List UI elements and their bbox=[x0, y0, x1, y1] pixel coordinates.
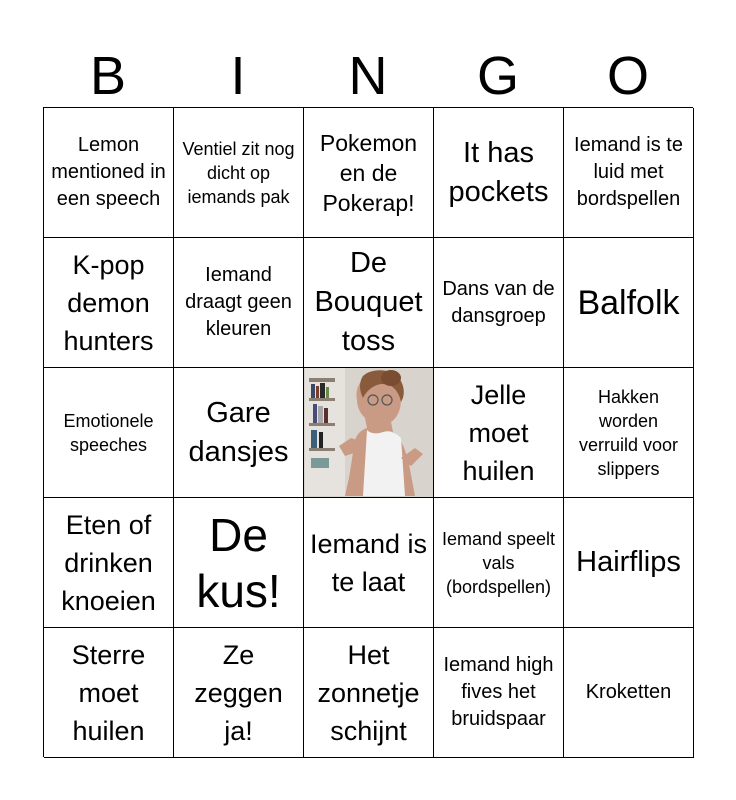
cell-text: Eten of drinken knoeien bbox=[61, 509, 156, 616]
cell-text: Lemon mentioned in een speech bbox=[51, 134, 166, 210]
cell-text: De kus! bbox=[196, 508, 281, 617]
cell-text: Kroketten bbox=[585, 681, 672, 703]
bingo-cell[interactable] bbox=[304, 628, 434, 758]
cell-text: Dans van de dansgroep bbox=[442, 277, 555, 327]
header-letter-n: N bbox=[348, 46, 388, 106]
cell-text: Pokemon en de Pokerap! bbox=[319, 129, 418, 216]
cell-text: Iemand draagt geen kleuren bbox=[185, 264, 292, 340]
header-letter-g: G bbox=[476, 46, 519, 106]
header-letter-b: B bbox=[89, 46, 127, 106]
cell-text: Het zonnetje schijnt bbox=[317, 639, 420, 746]
bingo-cell[interactable] bbox=[174, 368, 304, 498]
cell-text: Hakken worden verruild voor slippers bbox=[578, 386, 679, 479]
bingo-cell[interactable] bbox=[44, 368, 174, 498]
bingo-cell[interactable] bbox=[44, 498, 174, 628]
bingo-cell[interactable] bbox=[304, 108, 434, 238]
bingo-cell[interactable] bbox=[564, 628, 694, 758]
bingo-cell[interactable] bbox=[44, 108, 174, 238]
cell-text: Jelle moet huilen bbox=[462, 379, 535, 486]
bingo-cell[interactable] bbox=[304, 498, 434, 628]
cell-text: Iemand is te laat bbox=[309, 528, 428, 597]
header-letter-o: O bbox=[606, 46, 649, 106]
cell-text: Ventiel zit nog dicht op iemands pak bbox=[182, 138, 295, 207]
cell-text: K-pop demon hunters bbox=[63, 249, 154, 356]
bingo-cell[interactable] bbox=[434, 238, 564, 368]
cell-text: Gare dansjes bbox=[188, 396, 289, 468]
cell-text: Hairflips bbox=[576, 546, 681, 578]
bingo-cell[interactable] bbox=[564, 238, 694, 368]
free-space-photo bbox=[304, 368, 433, 497]
photo-illustration bbox=[305, 368, 433, 496]
header-letter-i: I bbox=[230, 46, 246, 106]
bingo-cell[interactable] bbox=[434, 628, 564, 758]
cell-text: Iemand speelt vals (bordspellen) bbox=[441, 528, 556, 597]
cell-text: Ze zeggen ja! bbox=[194, 639, 283, 746]
bingo-cell[interactable] bbox=[44, 238, 174, 368]
cell-text: Balfolk bbox=[577, 283, 680, 322]
bingo-cell[interactable] bbox=[564, 498, 694, 628]
free-space-photo-cell[interactable] bbox=[304, 368, 434, 498]
bingo-cell[interactable] bbox=[174, 238, 304, 368]
bingo-board bbox=[43, 107, 693, 757]
bingo-cell[interactable] bbox=[434, 108, 564, 238]
cell-text: Iemand high fives het bruidspaar bbox=[443, 654, 554, 730]
bingo-cell[interactable] bbox=[564, 368, 694, 498]
bingo-cell[interactable] bbox=[564, 108, 694, 238]
bingo-cell[interactable] bbox=[44, 628, 174, 758]
bingo-header bbox=[43, 46, 693, 106]
bingo-cell[interactable] bbox=[174, 628, 304, 758]
cell-text: De Bouquet toss bbox=[314, 247, 423, 357]
cell-text: Sterre moet huilen bbox=[71, 639, 146, 746]
cell-text: Emotionele speeches bbox=[63, 410, 154, 455]
bingo-cell[interactable] bbox=[174, 108, 304, 238]
bingo-cell[interactable] bbox=[174, 498, 304, 628]
bingo-cell[interactable] bbox=[304, 238, 434, 368]
bingo-cell[interactable] bbox=[434, 368, 564, 498]
cell-text: It has pockets bbox=[448, 136, 549, 208]
bingo-cell[interactable] bbox=[434, 498, 564, 628]
cell-text: Iemand is te luid met bordspellen bbox=[574, 134, 683, 210]
